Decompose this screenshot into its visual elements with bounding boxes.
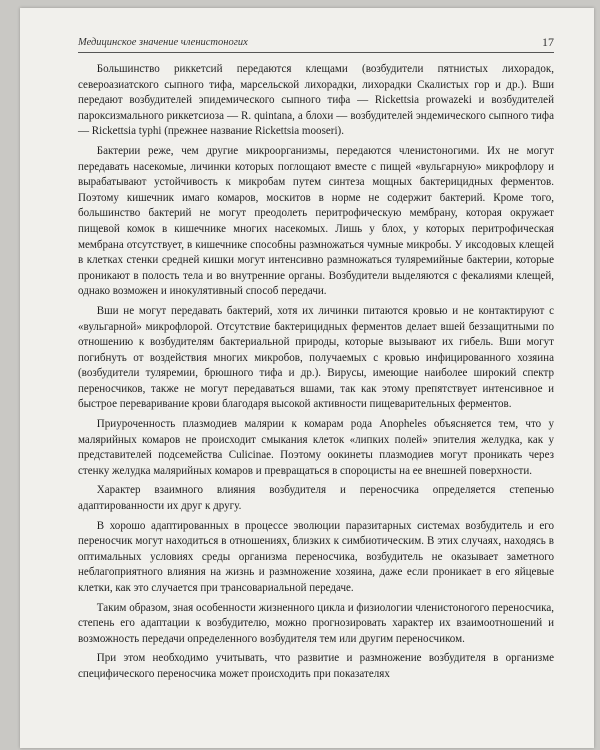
paragraph: Бактерии реже, чем другие микроорганизмы, передаются членистоногими. Их не могут передавать насекомые, личинки которых поглощают вместе с пищей «вульгарную» микрофлору и вырабатывают устойчивость к микробам путем синтеза мощных бактерицидных ферментов. Поэтому кишечник имаго комаров, москитов в норме не содержит бактерий. Кроме того, большинство бактерий не могут преодолеть перитрофическую мембрану, которая окружает пищевой комок в кишечнике многих насекомых. Лишь у блох, у которых перитрофическая мембрана отсутствует, в кишечнике способны размножаться чумные микробы. У иксодовых клещей в клетках стенки средней кишки могут интенсивно размножаться туляремийные бактерии, которые проникают в полость тела и во внутренние органы. Возбудители выделяются с фекалиями клещей, однако возможен и инокулятивный способ передачи. (78, 144, 554, 298)
body-text (78, 62, 554, 687)
running-head (78, 34, 554, 53)
paragraph: Большинство риккетсий передаются клещами (возбудители пятнистых лихорадок, североазиатского сыпного тифа, марсельской лихорадки, лихорадки Скалистых гор и др.). Вши передают возбудителей эпидемического сыпного тифа — Rickettsia prowazeki и возбудителей пароксизмального риккетсиоза — R. quintana, а блохи — возбудителей эндемического сыпного тифа — Rickettsia typhi (прежнее название Rickettsia mooseri). (78, 63, 554, 138)
paragraph: Характер взаимного влияния возбудителя и переносчика определяется степенью адаптированности их друг к другу. (78, 484, 554, 513)
paragraph: Таким образом, зная особенности жизненного цикла и физиологии членистоногого переносчика, степень его адаптации к возбудителю, можно прогнозировать характер их взаимоотношений и возможность передачи определенного возбудителя тем или другим переносчиком. (78, 601, 554, 645)
paragraph: Приуроченность плазмодиев малярии к комарам рода Anopheles объясняется тем, что у малярийных комаров не происходит смыкания клеток «липких полей» эпителия желудка, как у представителей подсемейства Culicinae. Поэтому оокинеты плазмодиев могут проникать через стенку желудка малярийных комаров и превращаться в спороцисты на ее внешней поверхности. (78, 418, 554, 477)
paragraph: В хорошо адаптированных в процессе эволюции паразитарных системах возбудитель и его переносчик могут находиться в отношениях, близких к симбиотическим. В этих случаях, находясь в оптимальных условиях среды организма переносчика, возбудитель не оказывает заметного неблагоприятного влияния на жизнь и размножение хозяина, даже если проникает в его яйцевые клетки, как это случается при трансовариальной передаче. (78, 519, 554, 594)
running-head-title: Медицинское значение членистоногих (78, 37, 248, 48)
book-page (20, 8, 594, 748)
paragraph: Вши не могут передавать бактерий, хотя их личинки питаются кровью и не контактируют с «вульгарной» микрофлорой. Отсутствие бактерицидных ферментов делает вшей беззащитными по отношению к возбудителям бактериальной природы, которые вызывают их гибель. Вши могут погибнуть от воздействия многих микробов, получаемых с кровью инфицированного хозяина (возбудители туляремии, брюшного тифа и др.). Вирусы, имеющие наиболее широкий спектр переносчиков, также не могут передаваться вшами, так как этому препятствует интенсивное и быстрое переваривание крови благодаря высокой активности пищеварительных ферментов. (78, 304, 554, 411)
paragraph: При этом необходимо учитывать, что развитие и размножение возбудителя в организме специфического переносчика может происходить при показателях (78, 652, 554, 680)
page-number: 17 (542, 35, 554, 49)
